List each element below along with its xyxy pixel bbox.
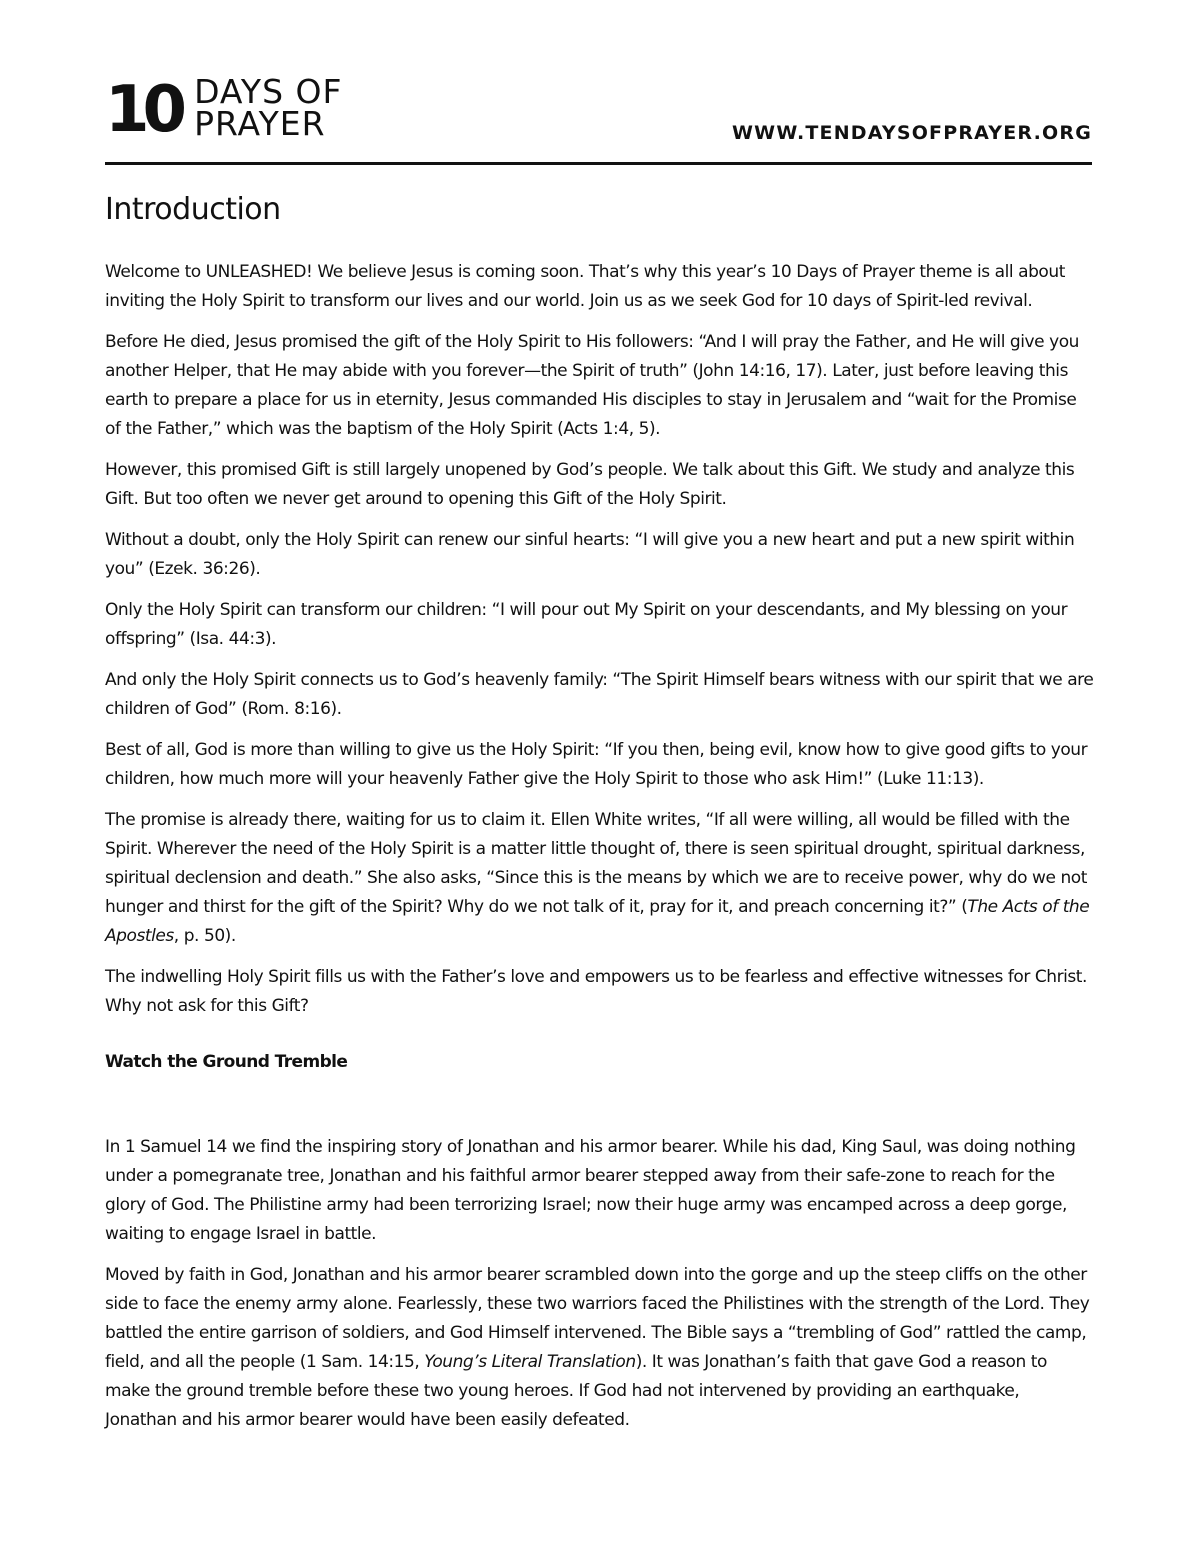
section-heading: Watch the Ground Tremble: [105, 1052, 348, 1072]
page-title: Introduction: [105, 192, 281, 227]
paragraph-ellen-white: [105, 806, 1095, 951]
paragraph: And only the Holy Spirit connects us to God’s heavenly family: “The Spirit Himself bears witness with our spirit that we are children of God” (Rom. 8:16).: [105, 670, 1094, 719]
paragraph: Welcome to UNLEASHED! We believe Jesus is coming soon. That’s why this year’s 10 Days of Prayer theme is all about inviting the Holy Spirit to transform our lives and our world. Join us as we seek God for 10 days of Spirit-led revival.: [105, 262, 1065, 311]
paragraph: Before He died, Jesus promised the gift of the Holy Spirit to His followers: “And I will pray the Father, and He will give you another Helper, that He may abide with you forever—the Spirit of truth” (John 14:16, 17). Later, just before leaving this earth to prepare a place for us in eternity, Jesus commanded His disciples to stay in Jerusalem and “wait for the Promise of the Father,” which was the baptism of the Holy Spirit (Acts 1:4, 5).: [105, 332, 1079, 439]
paragraph-closing: The indwelling Holy Spirit fills us with the Father’s love and empowers us to be fearless and effective witnesses for Christ. Why not ask for this Gift?: [105, 967, 1087, 1016]
book-title: The Acts of the Apostles: [105, 897, 1090, 946]
logo-line-1: DAYS OF: [194, 72, 343, 111]
ellen-text: The promise is already there, waiting for us to claim it. Ellen White writes, “If all were willing, all would be filled with the Spirit. Wherever the need of the Holy Spirit is a matter little thought of, there is seen spiritual drought, spiritual darkness, spiritual declension and death.” She also asks, “Since this is the means by which we are to receive power, why do we not hunger and thirst for the gift of the Spirit? Why do we not talk of it, pray for it, and preach concerning it?” (: [105, 810, 1087, 917]
story-text-end: ). It was Jonathan’s faith that gave God a reason to make the ground tremble before these two young heroes. If God had not intervened by providing an earthquake, Jonathan and his armor bearer would have been easily defeated.: [105, 1352, 1047, 1430]
logo-number: 10: [105, 73, 181, 147]
page-header: [105, 72, 1092, 164]
logo-words: [194, 72, 343, 143]
story-text: Moved by faith in God, Jonathan and his armor bearer scrambled down into the gorge and up the steep cliffs on the other side to face the enemy army alone. Fearlessly, these two warriors faced the Philistines with the strength of the Lord. They battled the entire garrison of soldiers, and God Himself intervened. The Bible says a “trembling of God” rattled the camp, field, and all the people (1 Sam. 14:15,: [105, 1265, 1090, 1372]
section-body: [105, 1133, 1095, 1447]
paragraph: Only the Holy Spirit can transform our children: “I will pour out My Spirit on your descendants, and My blessing on your offspring” (Isa. 44:3).: [105, 600, 1068, 649]
website-url: WWW.TENDAYSOFPRAYER.ORG: [732, 122, 1092, 144]
ellen-citation: , p. 50).: [173, 926, 236, 946]
paragraph: Best of all, God is more than willing to give us the Holy Spirit: “If you then, being evil, know how to give good gifts to your children, how much more will your heavenly Father give the Holy Spirit to those who ask Him!” (Luke 11:13).: [105, 740, 1088, 789]
intro-body: [105, 258, 1095, 1033]
logo-line-2: PRAYER: [194, 104, 326, 143]
translation-title: Young’s Literal Translation: [424, 1352, 636, 1372]
paragraph: Without a doubt, only the Holy Spirit can renew our sinful hearts: “I will give you a new heart and put a new spirit within you” (Ezek. 36:26).: [105, 530, 1075, 579]
header-divider: [105, 162, 1092, 165]
paragraph: [105, 1261, 1095, 1435]
paragraph: However, this promised Gift is still largely unopened by God’s people. We talk about this Gift. We study and analyze this Gift. But too often we never get around to opening this Gift of the Holy Spirit.: [105, 460, 1075, 509]
paragraph: In 1 Samuel 14 we find the inspiring story of Jonathan and his armor bearer. While his dad, King Saul, was doing nothing under a pomegranate tree, Jonathan and his faithful armor bearer stepped away from their safe-zone to reach for the glory of God. The Philistine army had been terrorizing Israel; now their huge army was encamped across a deep gorge, waiting to engage Israel in battle.: [105, 1137, 1076, 1244]
ten-days-of-prayer-logo: [105, 72, 342, 152]
